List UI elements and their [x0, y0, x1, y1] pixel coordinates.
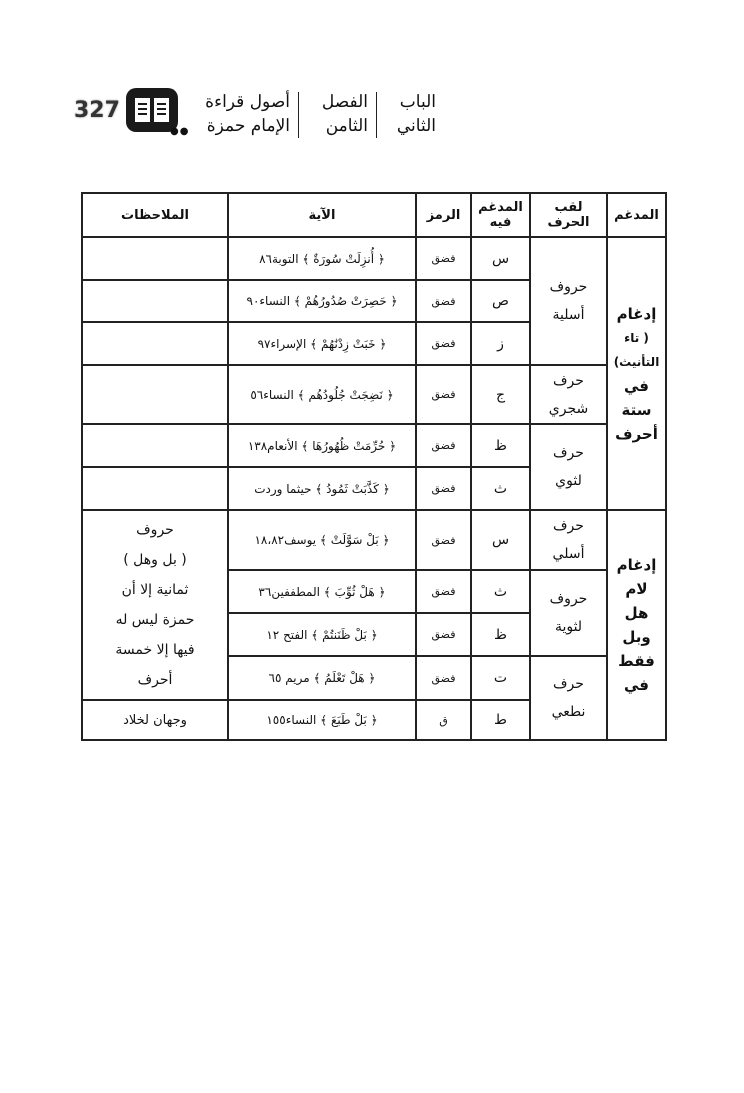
notes-line: أحرف	[137, 672, 173, 688]
letter-cell: ص	[471, 280, 530, 322]
header-part-label: الباب	[399, 92, 436, 112]
notes-line: حروف	[136, 522, 174, 538]
letter-cell: ث	[471, 570, 530, 613]
table-row	[82, 365, 666, 424]
label-line: لثوي	[555, 473, 582, 489]
ayah-cell: ﴿ هَلْ ثُوِّبَ ﴾ المطففين٣٦	[228, 570, 416, 613]
group-line: ( تاء التأنيث)	[613, 330, 660, 369]
group-line: هل وبل	[622, 604, 651, 646]
ayah-cell: ﴿ بَلْ سَوَّلَتْ ﴾ يوسف١٨،٨٢	[228, 510, 416, 570]
label-asli	[530, 510, 607, 570]
label-line: لثوية	[554, 619, 583, 635]
letter-cell: س	[471, 237, 530, 280]
header-chapter	[306, 90, 368, 138]
letter-cell: س	[471, 510, 530, 570]
letter-cell: ث	[471, 467, 530, 510]
code-cell: فضق	[416, 280, 471, 322]
label-line: أسلي	[552, 546, 585, 562]
header-notes: الملاحظات	[82, 193, 228, 237]
table-row	[82, 237, 666, 280]
label-lathawi	[530, 424, 607, 510]
letter-cell: ت	[471, 656, 530, 700]
table-row	[82, 510, 666, 570]
header-mudgham-fih	[471, 193, 530, 237]
header-part-value: الثاني	[396, 116, 436, 136]
letter-cell: ز	[471, 322, 530, 365]
header-book-subtitle: الإمام حمزة	[206, 116, 290, 136]
label-line: حرف	[553, 518, 584, 534]
group-label-taa	[607, 237, 666, 510]
header-laqab	[530, 193, 607, 237]
header-mudgham-fih-line: المدغم	[478, 200, 523, 215]
header-laqab-line: لقب	[554, 200, 583, 215]
label-line: حرف	[553, 676, 584, 692]
header-section-title	[190, 90, 290, 138]
code-cell: فضق	[416, 424, 471, 467]
code-cell: فضق	[416, 237, 471, 280]
notes-cell	[82, 280, 228, 322]
dots-icon: ●●	[170, 126, 190, 137]
code-cell: فضق	[416, 365, 471, 424]
ayah-cell: ﴿ بَلْ ظَنَنتُمْ ﴾ الفتح ١٢	[228, 613, 416, 656]
code-cell: فضق	[416, 467, 471, 510]
group-line: في ستة	[621, 376, 652, 419]
group-label-lam	[607, 510, 666, 740]
ayah-cell: ﴿ هَلْ تَعْلَمُ ﴾ مريم ٦٥	[228, 656, 416, 700]
notes-cell	[82, 237, 228, 280]
header-book-title: أصول قراءة	[205, 92, 290, 112]
ayah-cell: ﴿ حَصِرَتْ صُدُورُهُمْ ﴾ النساء٩٠	[228, 280, 416, 322]
label-shajri	[530, 365, 607, 424]
header-divider	[376, 92, 377, 138]
label-line: حروف	[549, 279, 588, 295]
label-line: نطعي	[551, 704, 586, 720]
header-mudgham-fih-line: فيه	[489, 215, 512, 230]
notes-line: فيها إلا خمسة	[115, 642, 195, 658]
notes-cell	[82, 365, 228, 424]
code-cell: فضق	[416, 656, 471, 700]
page-number: 327	[74, 98, 120, 123]
group-line: إدغام	[616, 304, 657, 323]
header-mudgham: المدغم	[607, 193, 666, 237]
notes-line: ثمانية إلا أن	[121, 582, 189, 598]
notes-cell	[82, 322, 228, 365]
notes-line: ( بل وهل )	[123, 552, 187, 568]
header-part	[384, 90, 436, 138]
table-header-row	[82, 193, 666, 237]
label-asliya	[530, 237, 607, 365]
notes-main	[82, 510, 228, 700]
ayah-cell: ﴿ بَلْ طَبَعَ ﴾ النساء١٥٥	[228, 700, 416, 740]
header-ayah: الآية	[228, 193, 416, 237]
code-cell: فضق	[416, 613, 471, 656]
header-ramz: الرمز	[416, 193, 471, 237]
label-line: شجري	[548, 400, 589, 417]
label-nat	[530, 656, 607, 740]
ayah-cell: ﴿ خَبَتْ زِدْنَٰهُمْ ﴾ الإسراء٩٧	[228, 322, 416, 365]
label-line: حروف	[549, 591, 588, 607]
label-line: حرف	[553, 445, 584, 461]
header-laqab-line: الحرف	[547, 215, 590, 230]
letter-cell: ج	[471, 365, 530, 424]
notes-cell	[82, 424, 228, 467]
header-chapter-value: الثامن	[325, 116, 368, 136]
ayah-cell: ﴿ كَذَّبَتْ ثَمُودُ ﴾ حيثما وردت	[228, 467, 416, 510]
table-row	[82, 424, 666, 467]
code-cell: فضق	[416, 322, 471, 365]
label-line: حرف	[553, 372, 584, 389]
letter-cell: ظ	[471, 613, 530, 656]
notes-cell	[82, 467, 228, 510]
idgham-table	[81, 192, 667, 741]
label-lathawiya	[530, 570, 607, 656]
header-divider	[298, 92, 299, 138]
notes-line: حمزة ليس له	[115, 612, 195, 628]
ayah-cell: ﴿ حُرِّمَتْ ظُهُورُهَا ﴾ الأنعام١٣٨	[228, 424, 416, 467]
label-line: أسلية	[552, 307, 585, 323]
code-cell: فضق	[416, 510, 471, 570]
ayah-cell: ﴿ نَضِجَتْ جُلُودُهُم ﴾ النساء٥٦	[228, 365, 416, 424]
group-line: إدغام لام	[616, 556, 657, 598]
code-cell: فضق	[416, 570, 471, 613]
letter-cell: ظ	[471, 424, 530, 467]
letter-cell: ط	[471, 700, 530, 740]
notes-cell: وجهان لخلاد	[82, 700, 228, 740]
group-line: فقط في	[618, 652, 655, 694]
group-line: أحرف	[615, 424, 658, 443]
code-cell: ق	[416, 700, 471, 740]
ayah-cell: ﴿ أُنزِلَتْ سُورَةٌ ﴾ التوبة٨٦	[228, 237, 416, 280]
page-header	[74, 88, 444, 144]
header-chapter-label: الفصل	[321, 92, 368, 112]
